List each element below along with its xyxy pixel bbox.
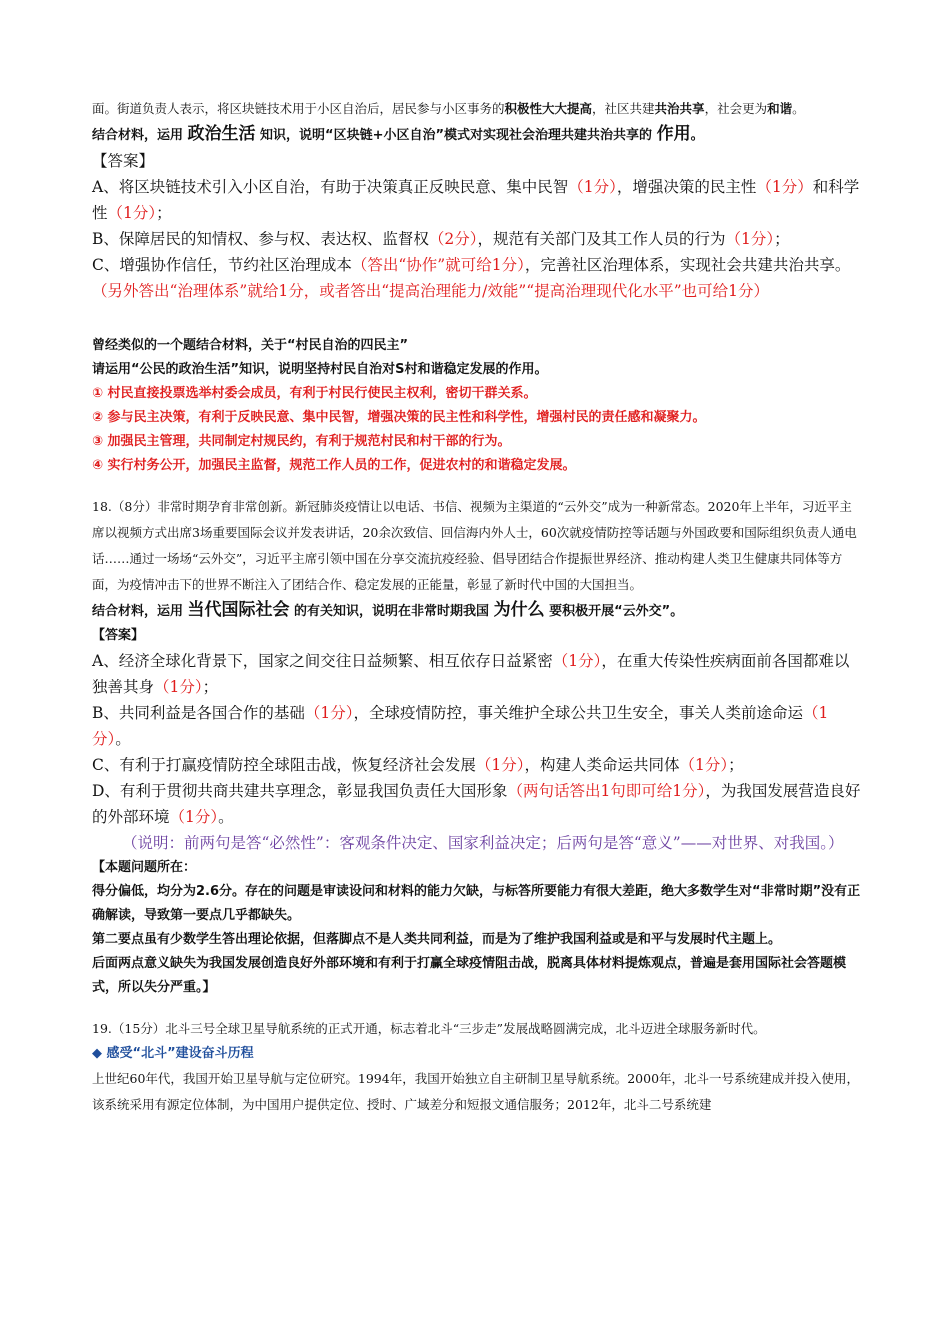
answer-18-a: A、经济全球化背景下，国家之间交往日益频繁、相互依存日益紧密（1分），在重大传染性疾病面前各国都难以独善其身（1分）；	[92, 652, 850, 696]
answer-18-d: D、有利于贯彻共商共建共享理念，彰显我国负责任大国形象（两句话答出1句即可给1分），为我国发展营造良好的外部环境（1分）。	[92, 782, 861, 826]
similar-question: 请运用“公民的政治生活”知识，说明坚持村民自治对S村和谐稳定发展的作用。	[92, 362, 548, 377]
similar-title: 曾经类似的一个题结合材料，关于“村民自治的四民主”	[92, 338, 409, 353]
answer-18-c: C、有利于打赢疫情防控全球阻击战，恢复经济社会发展（1分），构建人类命运共同体（1分）；	[92, 756, 744, 774]
similar-point-2: ② 参与民主决策，有利于反映民意、集中民智，增强决策的民主性和科学性，增强村民的责任感和凝聚力。	[92, 410, 706, 425]
similar-point-3: ③ 加强民主管理，共同制定村规民约，有利于规范村民和村干部的行为。	[92, 434, 511, 449]
question-18: 结合材料，运用 当代国际社会 的有关知识，说明在非常时期我国 为什么 要积极开展“云外交”。	[92, 600, 684, 620]
problem-line-2: 第二要点虽有少数学生答出理论依据，但落脚点不是人类共同利益，而是为了维护我国利益或是和平与发展时代主题上。	[92, 932, 782, 947]
similar-point-1: ① 村民直接投票选举村委会成员，有利于村民行使民主权利，密切干群关系。	[92, 386, 537, 401]
similar-point-4: ④ 实行村务公开，加强民主监督，规范工作人员的工作，促进农村的和谐稳定发展。	[92, 458, 576, 473]
problem-line-1: 得分偏低，均分为2.6分。存在的问题是审读设问和材料的能力欠缺，与标答所要能力有很大差距，绝大多数学生对“非常时期”没有正确解读，导致第一要点几乎都缺失。	[92, 884, 861, 923]
answer-c: C、增强协作信任，节约社区治理成本（答出“协作”就可给1分），完善社区治理体系，实现社会共建共治共享。（另外答出“治理体系”就给1分，或者答出“提高治理能力/效能”“提高治理现代化水平”也可给1分）	[92, 256, 851, 300]
question-19-material: 上世纪60年代，我国开始卫星导航与定位研究。1994年，我国开始独立自主研制卫星导航系统。2000年，北斗一号系统建成并投入使用，该系统采用有源定位体制，为中国用户提供定位、授时、广域差分和短报文通信服务；2012年，北斗二号系统建	[92, 1071, 860, 1112]
section-heading: ◆ 感受“北斗”建设奋斗历程	[92, 1046, 254, 1061]
question-18-stem: 18.（8分）非常时期孕育非常创新。新冠肺炎疫情让以电话、书信、视频为主渠道的“云外交”成为一种新常态。2020年上半年，习近平主席以视频方式出席3场重要国际会议并发表讲话，20余次致信、回信海内外人士，60次就疫情防控等话题与外国政要和国际组织负责人通电话……通过一场场“云外交”，习近平主席引领中国在分享交流抗疫经验、倡导团结合作提振世界经济、推动构建人类卫生健康共同体等方面，为疫情冲击下的世界不断注入了团结合作、稳定发展的正能量，彰显了新时代中国的大国担当。	[92, 499, 857, 592]
answer-heading-18: 【答案】	[92, 628, 145, 643]
answer-18-note: （说明：前两句是答“必然性”：客观条件决定、国家利益决定；后两句是答“意义”——对世界、对我国。）	[122, 834, 844, 852]
problem-heading: 【本题问题所在：	[92, 860, 197, 875]
material-text: 面。街道负责人表示，将区块链技术用于小区自治后，居民参与小区事务的积极性大大提高，社区共建共治共享，社会更为和谐。	[92, 101, 805, 116]
document-page	[92, 96, 864, 1118]
question-17: 结合材料，运用 政治生活 知识，说明“区块链+小区自治”模式对实现社会治理共建共治共享的 作用。	[92, 124, 704, 144]
question-19-stem: 19.（15分）北斗三号全球卫星导航系统的正式开通，标志着北斗“三步走”发展战略圆满完成，北斗迈进全球服务新时代。	[92, 1021, 766, 1036]
problem-line-3: 后面两点意义缺失为我国发展创造良好外部环境和有利于打赢全球疫情阻击战，脱离具体材料提炼观点，普遍是套用国际社会答题模式，所以失分严重。】	[92, 956, 847, 995]
answer-b: B、保障居民的知情权、参与权、表达权、监督权（2分），规范有关部门及其工作人员的行为（1分）；	[92, 230, 790, 248]
answer-heading: 【答案】	[92, 152, 155, 170]
answer-a: A、将区块链技术引入小区自治，有助于决策真正反映民意、集中民智（1分），增强决策的民主性（1分）和科学性（1分）；	[92, 178, 860, 222]
answer-18-b: B、共同利益是各国合作的基础（1分），全球疫情防控，事关维护全球公共卫生安全，事关人类前途命运（1分）。	[92, 704, 829, 748]
